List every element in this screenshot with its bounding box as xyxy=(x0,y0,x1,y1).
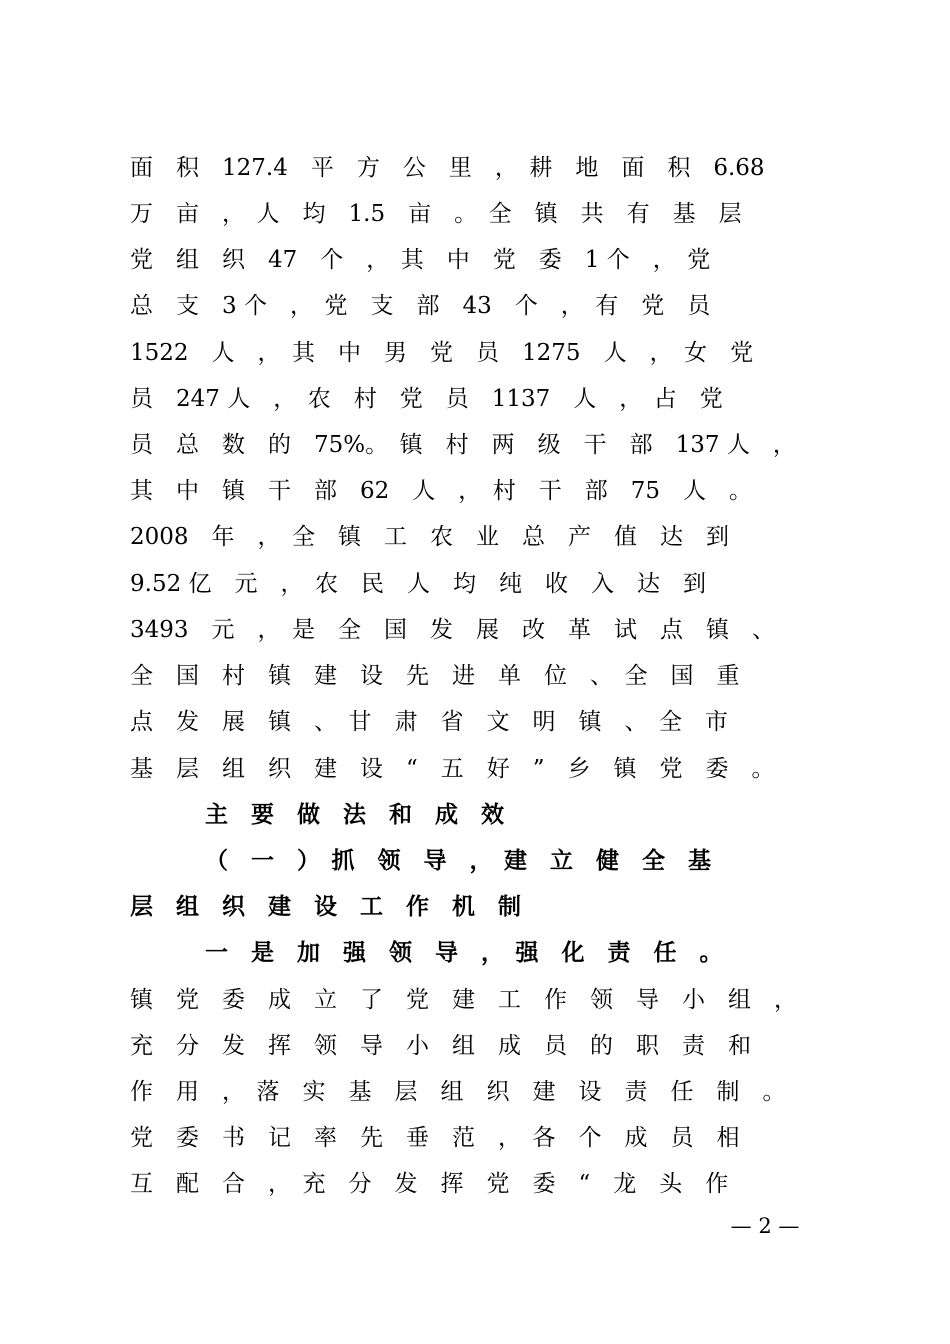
body-text-line: 面 积 127.4 平 方 公 里 ， 耕 地 面 积 6.68 xyxy=(130,155,765,181)
body-text-line: 党 组 织 47 个 ， 其 中 党 委 1 个 ， 党 xyxy=(130,247,711,273)
body-text-line: 员 总 数 的 75%。 镇 村 两 级 干 部 137 人 ， xyxy=(130,432,796,458)
page-number: — 2 — xyxy=(730,1214,800,1238)
body-text-line: 总 支 3 个 ， 党 支 部 43 个 ， 有 党 员 xyxy=(130,293,711,319)
body-text-line: 作 用 ， 落 实 基 层 组 织 建 设 责 任 制 。 xyxy=(130,1079,786,1105)
body-text-line: 基 层 组 织 建 设 “ 五 好 ” 乡 镇 党 委 。 xyxy=(130,756,775,782)
body-text-line: 点 发 展 镇 、 甘 肃 省 文 明 镇 、 全 市 xyxy=(130,709,728,735)
body-text-line: 其 中 镇 干 部 62 人 ， 村 干 部 75 人 。 xyxy=(130,478,753,504)
body-text-line: 2008 年 ， 全 镇 工 农 业 总 产 值 达 到 xyxy=(130,524,730,550)
body-text-line: 3493 元 ， 是 全 国 发 展 改 革 试 点 镇 、 xyxy=(130,617,776,643)
body-text-line: 党 委 书 记 率 先 垂 范 ， 各 个 成 员 相 xyxy=(130,1125,740,1151)
section-heading: 主 要 做 法 和 成 效 xyxy=(205,801,504,828)
subsection-heading-continued: 层 组 织 建 设 工 作 机 制 xyxy=(130,893,521,920)
body-text-line: 互 配 合 ， 充 分 发 挥 党 委 “ 龙 头 作 xyxy=(130,1171,729,1197)
body-text-line: 万 亩 ， 人 均 1.5 亩 。 全 镇 共 有 基 层 xyxy=(130,201,742,227)
subsection-heading: （ 一 ） 抓 领 导 ， 建 立 健 全 基 xyxy=(205,847,711,874)
body-text-line: 9.52 亿 元 ， 农 民 人 均 纯 收 入 达 到 xyxy=(130,571,707,597)
body-text-line: 镇 党 委 成 立 了 党 建 工 作 领 导 小 组 ， xyxy=(130,987,797,1013)
body-text-line: 全 国 村 镇 建 设 先 进 单 位 、 全 国 重 xyxy=(130,663,740,689)
body-text-line: 员 247 人 ， 农 村 党 员 1137 人 ， 占 党 xyxy=(130,386,723,412)
point-heading: 一 是 加 强 领 导 ， 强 化 责 任 。 xyxy=(205,939,723,966)
body-text-line: 充 分 发 挥 领 导 小 组 成 员 的 职 责 和 xyxy=(130,1033,751,1059)
body-text-line: 1522 人 ， 其 中 男 党 员 1275 人 ， 女 党 xyxy=(130,340,754,366)
